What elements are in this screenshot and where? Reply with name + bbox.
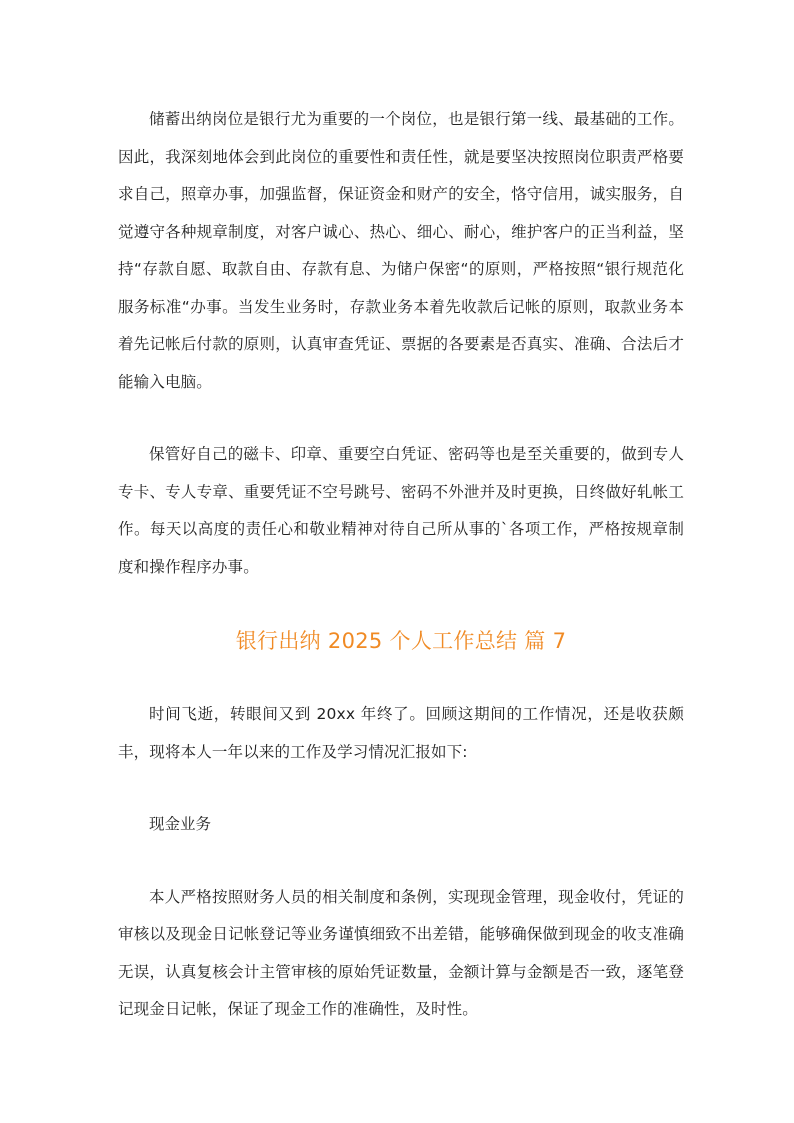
paragraph-gap [118, 844, 684, 879]
paragraph-safekeeping: 保管好自己的磁卡、印章、重要空白凭证、密码等也是至关重要的，做到专人专卡、专人专章、重要凭证不空号跳号、密码不外泄并及时更换，日终做好轧帐工作。每天以高度的责任心和敬业精神对待自己所从事的`各项工作，严格按规章制度和操作程序办事。 [118, 445, 684, 576]
section-title: 银行出纳 2025 个人工作总结 篇 7 [235, 629, 567, 653]
paragraph-savings-teller: 储蓄出纳岗位是银行尤为重要的一个岗位，也是银行第一线、最基础的工作。因此，我深刻地体会到此岗位的重要性和责任性，就是要坚决按照岗位职责严格要求自己，照章办事，加强监督，保证资金和财产的安全，恪守信用，诚实服务，自觉遵守各种规章制度，对客户诚心、热心、细心、耐心，维护客户的正当利益，坚持“存款自愿、取款自由、存款有息、为储户保密“的原则，严格按照“银行规范化服务标准“办事。当发生业务时，存款业务本着先收款后记帐的原则，取款业务本着先记帐后付款的原则，认真审查凭证、票据的各要素是否真实、准确、合法后才能输入电脑。 [118, 110, 684, 391]
paragraph-gap [118, 771, 684, 806]
document-content [118, 101, 684, 1029]
paragraph-intro: 时间飞逝，转眼间又到 20xx 年终了。回顾这期间的工作情况，还是收获颇丰，现将本人一年以来的工作及学习情况汇报如下: [118, 705, 684, 761]
subheading-cash-business: 现金业务 [149, 815, 212, 833]
heading-gap [118, 586, 684, 615]
paragraph-cash-management: 本人严格按照财务人员的相关制度和条例，实现现金管理，现金收付，凭证的审核以及现金日记帐登记等业务谨慎细致不出差错，能够确保做到现金的收支准确无误，认真复核会计主管审核的原始凭证数量，金额计算与金额是否一致，逐笔登记现金日记帐，保证了现金工作的准确性，及时性。 [118, 887, 684, 1018]
paragraph-gap [118, 401, 684, 436]
heading-gap [118, 667, 684, 696]
